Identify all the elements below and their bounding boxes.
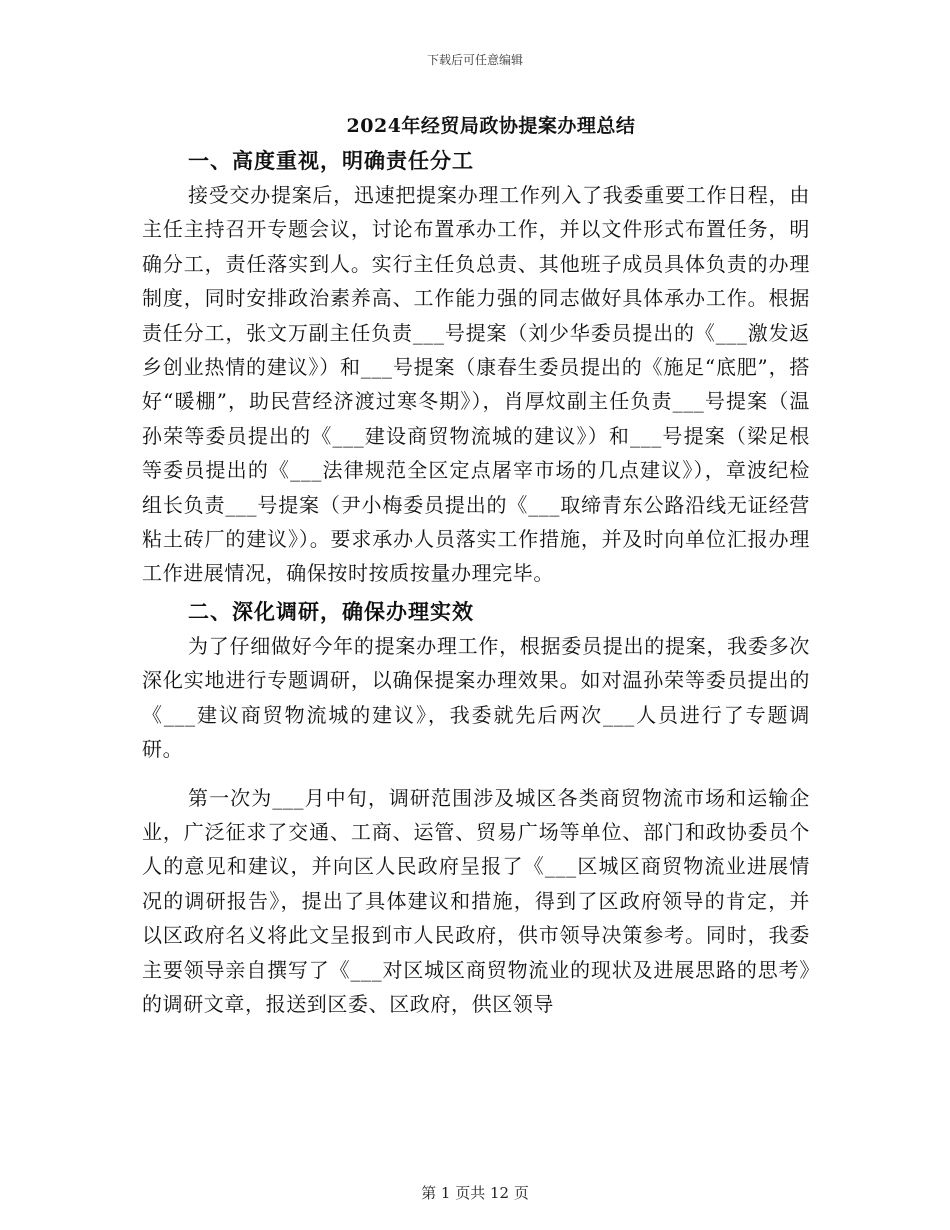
document-title: 2024年经贸局政协提案办理总结: [346, 115, 636, 137]
section-heading-1: 一、高度重视，明确责任分工: [188, 148, 474, 173]
document-body: [142, 112, 810, 1021]
paragraph-2: 为了仔细做好今年的提案办理工作，根据委员提出的提案，我委多次深化实地进行专题调研，以确保提案办理效果。如对温孙荣等委员提出的《___建议商贸物流城的建议》，我委就先后两次___人员进行了专题调研。: [142, 633, 810, 762]
section-heading-2: 二、深化调研，确保办理实效: [188, 598, 474, 624]
page-header: 下载后可任意编辑: [426, 53, 523, 67]
page-number: 第 1 页共 12 页: [421, 1184, 529, 1202]
paragraph-1: 接受交办提案后，迅速把提案办理工作列入了我委重要工作日程，由主任主持召开专题会议，讨论布置承办工作，并以文件形式布置任务，明确分工，责任落实到人。实行主任负总责、其他班子成员具体负责的办理制度，同时安排政治素养高、工作能力强的同志做好具体承办工作。根据责任分工，张文万副主任负责___号提案（刘少华委员提出的《___激发返乡创业热情的建议》）和___号提案（康春生委员提出的《施足“底肥”，搭好“暖棚”，助民营经济渡过寒冬期》），肖厚炆副主任负责___号提案（温孙荣等委员提出的《___建设商贸物流城的建议》）和___号提案（梁足根等委员提出的《___法律规范全区定点屠宰市场的几点建议》），章波纪检组长负责___号提案（尹小梅委员提出的《___取缔青东公路沿线无证经营粘土砖厂的建议》）。要求承办人员落实工作措施，并及时向单位汇报办理工作进展情况，确保按时按质按量办理完毕。: [142, 183, 810, 586]
paragraph-3: 第一次为___月中旬，调研范围涉及城区各类商贸物流市场和运输企业，广泛征求了交通、工商、运管、贸易广场等单位、部门和政协委员个人的意见和建议，并向区人民政府呈报了《___区城区商贸物流业进展情况的调研报告》，提出了具体建议和措施，得到了区政府领导的肯定，并以区政府名义将此文呈报到市人民政府，供市领导决策参考。同时，我委主要领导亲自撰写了《___对区城区商贸物流业的现状及进展思路的思考》的调研文章，报送到区委、区政府，供区领导: [142, 785, 810, 1016]
